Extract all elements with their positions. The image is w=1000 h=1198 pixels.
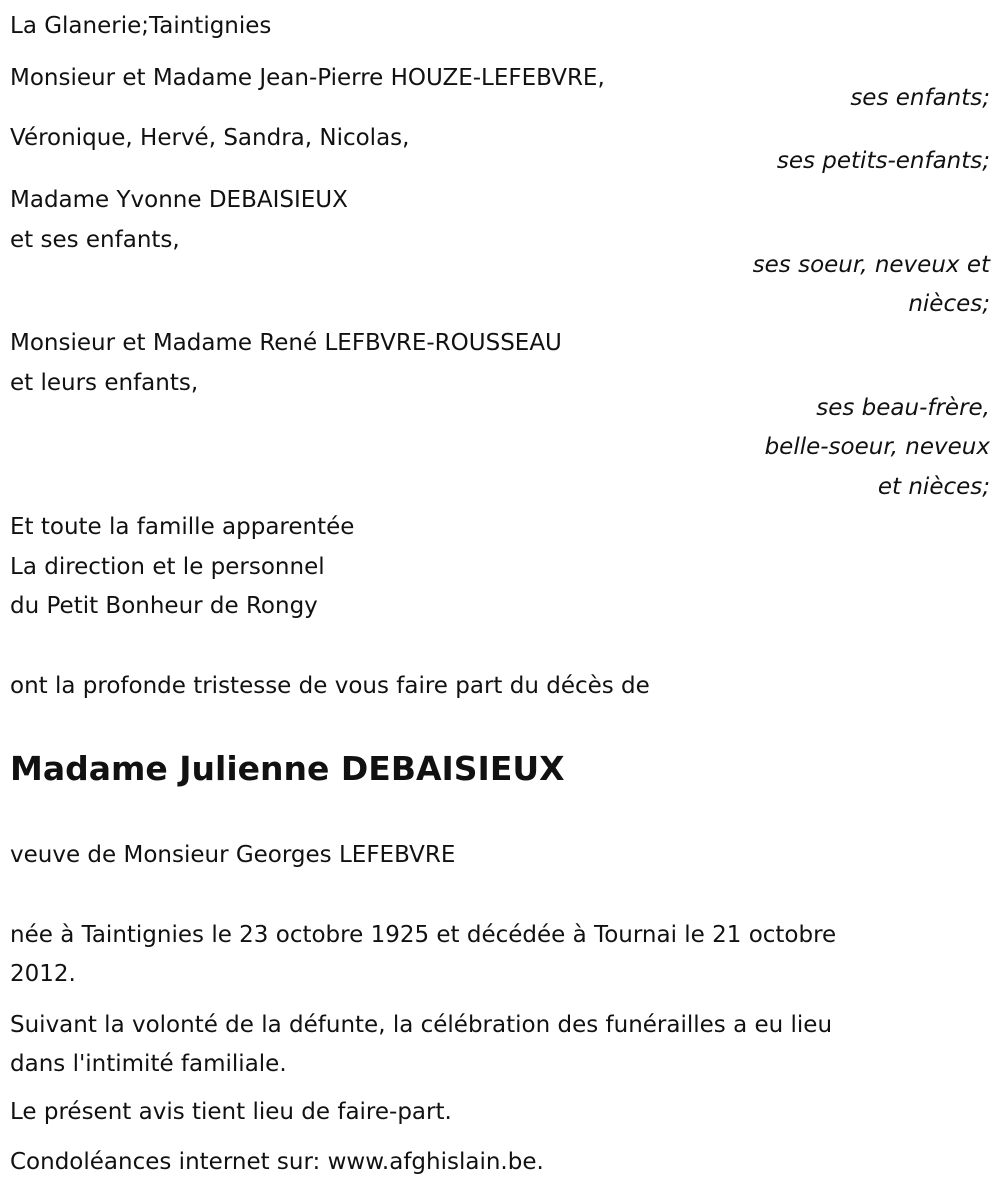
family-line: Monsieur et Madame Jean-Pierre HOUZE-LEFEBVRE, <box>10 65 605 91</box>
funeral-text: Suivant la volonté de la défunte, la célébration des funérailles a eu lieu <box>10 1012 833 1038</box>
family-line: et leurs enfants, <box>10 370 199 396</box>
family-relation: et nièces; <box>877 474 990 500</box>
announcement: ont la profonde tristesse de vous faire part du décès de <box>10 673 650 699</box>
others-line: du Petit Bonheur de Rongy <box>10 593 318 619</box>
family-line: Monsieur et Madame René LEFBVRE-ROUSSEAU <box>10 330 562 356</box>
family-line: Madame Yvonne DEBAISIEUX <box>10 187 348 213</box>
funeral-text: dans l'intimité familiale. <box>10 1051 287 1077</box>
birth-death: 2012. <box>10 961 76 987</box>
family-relation: ses enfants; <box>850 85 990 111</box>
family-line: Véronique, Hervé, Sandra, Nicolas, <box>10 125 410 151</box>
place-header: La Glanerie;Taintignies <box>10 13 272 39</box>
deceased-name: Madame Julienne DEBAISIEUX <box>10 749 565 788</box>
condolences-text: Condoléances internet sur: www.afghislain.be. <box>10 1149 544 1175</box>
others-line: Et toute la famille apparentée <box>10 514 355 540</box>
widow-of: veuve de Monsieur Georges LEFEBVRE <box>10 842 456 868</box>
family-relation: nièces; <box>908 291 990 317</box>
family-relation: ses beau-frère, <box>816 395 990 421</box>
family-relation: belle-soeur, neveux <box>764 434 990 460</box>
others-line: La direction et le personnel <box>10 554 325 580</box>
notice-text: Le présent avis tient lieu de faire-part. <box>10 1099 452 1125</box>
family-line: et ses enfants, <box>10 227 180 253</box>
birth-death: née à Taintignies le 23 octobre 1925 et décédée à Tournai le 21 octobre <box>10 922 837 948</box>
family-relation: ses petits-enfants; <box>776 148 990 174</box>
family-relation: ses soeur, neveux et <box>752 252 990 278</box>
